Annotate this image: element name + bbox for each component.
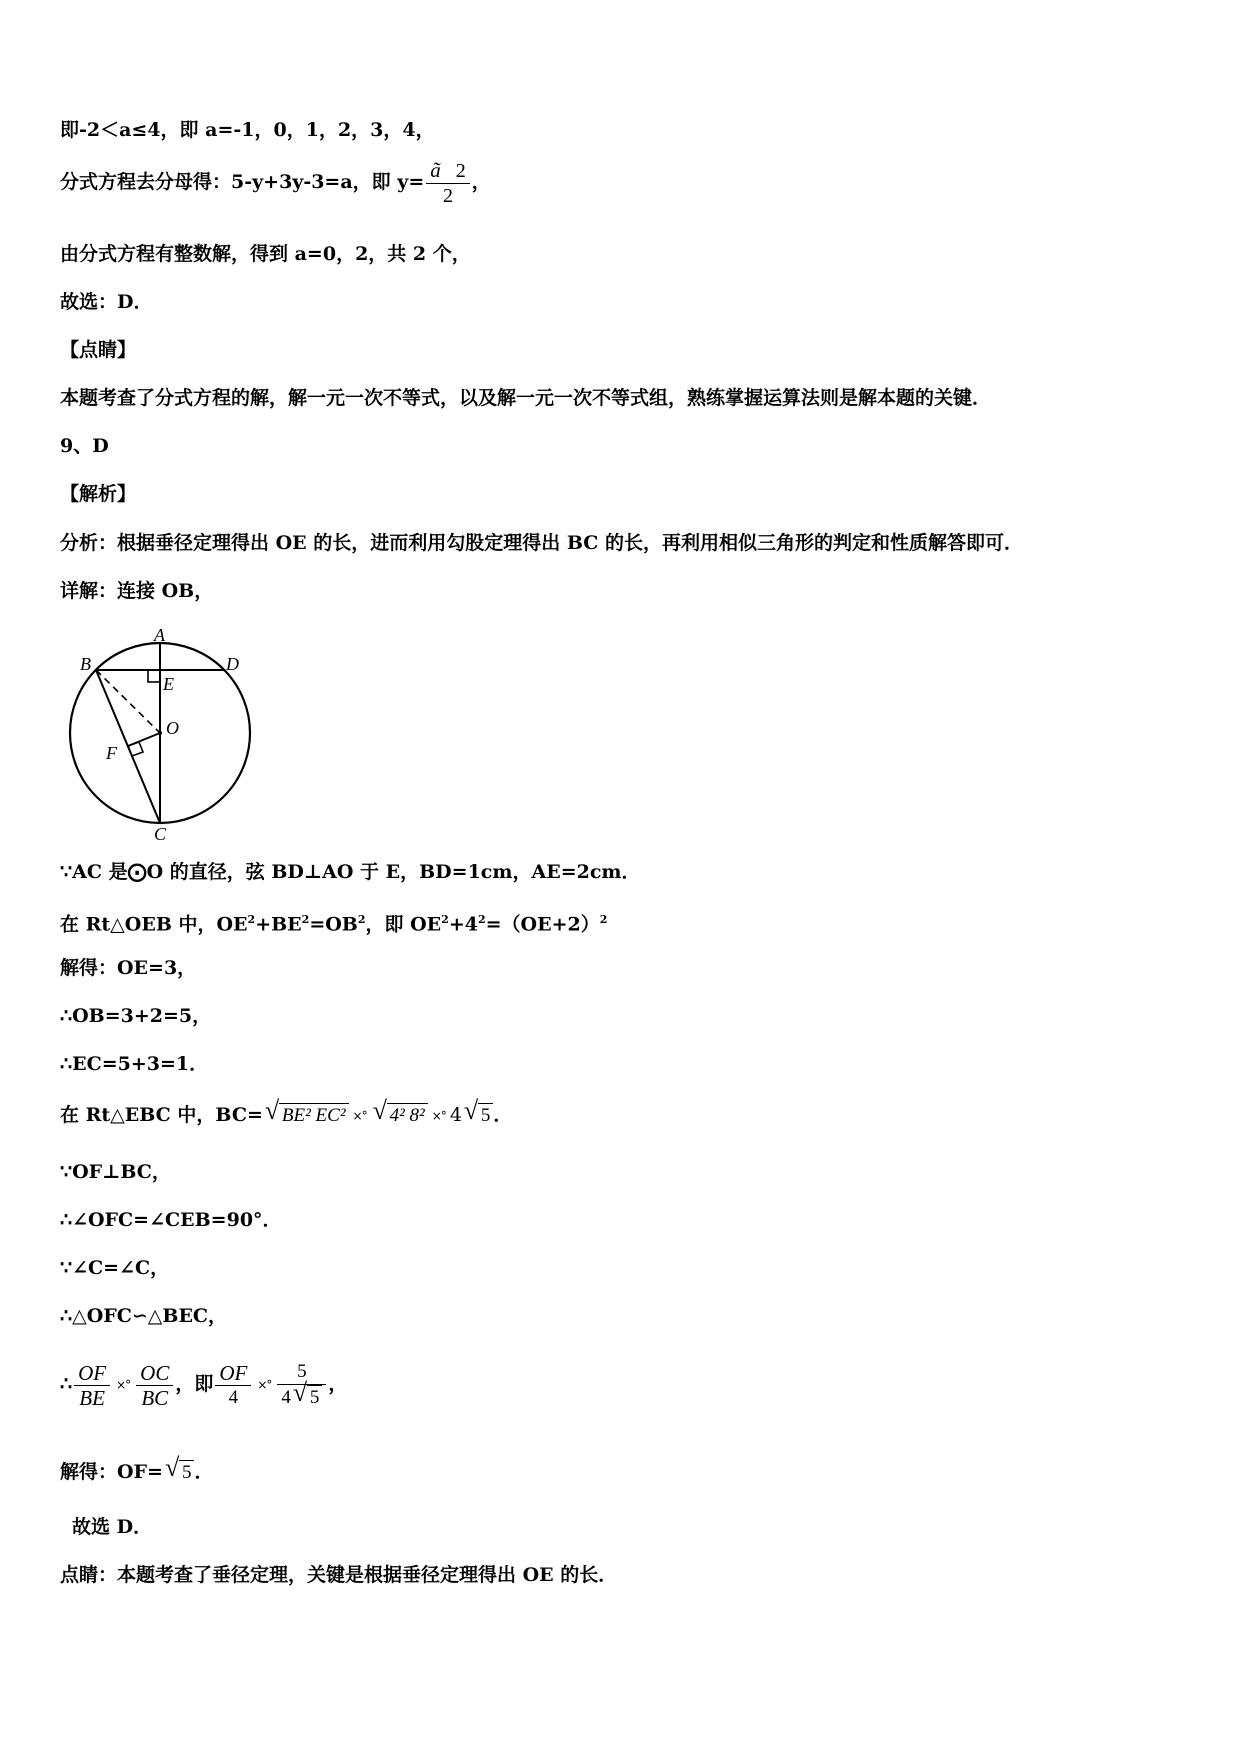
text: ， bbox=[328, 1373, 348, 1395]
fraction-denominator: BC bbox=[141, 1385, 169, 1410]
fraction-denominator: 4 bbox=[228, 1386, 239, 1408]
text: =（OE+2） bbox=[485, 913, 600, 936]
superscript: 2 bbox=[599, 913, 608, 926]
superscript: 2 bbox=[357, 913, 366, 926]
label-A: A bbox=[154, 628, 165, 645]
superscript: 2 bbox=[301, 913, 310, 926]
text: ∴ bbox=[60, 1373, 73, 1395]
text-line: 解得：OE=3， bbox=[60, 957, 197, 979]
equation-line bbox=[60, 158, 491, 208]
text: 解得：OF= bbox=[60, 1461, 163, 1483]
section-heading: 【点睛】 bbox=[60, 339, 137, 361]
text: 分式方程去分母得：5-y+3y-3=a，即 y= bbox=[60, 171, 425, 193]
text: =OB bbox=[309, 913, 358, 936]
label-B: B bbox=[80, 654, 91, 674]
label-E: E bbox=[163, 674, 174, 694]
equation-line bbox=[60, 908, 607, 936]
text-line: 即-2＜a≤4，即 a=-1，0，1，2，3，4， bbox=[60, 119, 435, 141]
label-C: C bbox=[154, 824, 167, 844]
answer-line: 9、D bbox=[60, 435, 109, 457]
equals-glyph: ×° bbox=[257, 1378, 272, 1392]
text-line: ∵OF⊥BC， bbox=[60, 1161, 171, 1183]
fraction-numerator: 5 bbox=[277, 1360, 326, 1385]
text-line: ∵AC 是⨀O 的直径，弦 BD⊥AO 于 E，BD=1cm，AE=2cm． bbox=[60, 861, 641, 883]
fraction-denominator: BE bbox=[79, 1385, 105, 1410]
radicand: BE² EC² bbox=[279, 1103, 349, 1128]
square-root bbox=[164, 1453, 195, 1485]
square-root bbox=[292, 1378, 323, 1410]
label-F: F bbox=[106, 743, 117, 763]
fraction bbox=[136, 1361, 173, 1410]
radical-sign: √ bbox=[292, 1378, 308, 1407]
section-heading: 【解析】 bbox=[60, 483, 137, 505]
label-D: D bbox=[226, 654, 239, 674]
text-line: ∴∠OFC=∠CEB=90°． bbox=[60, 1209, 282, 1231]
text: 在 Rt△EBC 中，BC= bbox=[60, 1104, 263, 1126]
fraction-denominator: 2 bbox=[443, 185, 453, 207]
text-line: ∵∠C=∠C， bbox=[60, 1257, 170, 1279]
label-O: O bbox=[166, 718, 179, 738]
coefficient: 4 bbox=[281, 1387, 291, 1408]
superscript: 2 bbox=[477, 913, 486, 926]
radicand: 5 bbox=[478, 1103, 494, 1128]
text-line: 由分式方程有整数解，得到 a=0，2，共 2 个， bbox=[60, 243, 471, 265]
text-line: 点睛：本题考查了垂径定理，关键是根据垂径定理得出 OE 的长． bbox=[60, 1564, 618, 1586]
circle-geometry-figure bbox=[64, 628, 264, 848]
coefficient: 4 bbox=[449, 1104, 462, 1126]
fraction bbox=[277, 1360, 326, 1410]
equals-glyph: ×° bbox=[431, 1109, 446, 1123]
radical-sign: √ bbox=[264, 1096, 280, 1125]
text: +4 bbox=[448, 913, 478, 936]
text: ． bbox=[194, 1461, 214, 1483]
text-line: ∴EC=5+3=1． bbox=[60, 1053, 209, 1075]
square-root bbox=[372, 1096, 428, 1128]
text: 在 Rt△OEB 中，OE bbox=[60, 913, 248, 936]
fraction-numerator: OC bbox=[136, 1361, 173, 1386]
equation-line bbox=[60, 1453, 214, 1485]
radical-sign: √ bbox=[463, 1096, 479, 1125]
superscript: 2 bbox=[441, 913, 449, 926]
text-line: 分析：根据垂径定理得出 OE 的长，进而利用勾股定理得出 BC 的长，再利用相似三角形的判定和性质解答即可． bbox=[60, 532, 1024, 554]
num: 2 bbox=[455, 160, 466, 182]
text: ，即 OE bbox=[365, 913, 442, 936]
radicand: 5 bbox=[179, 1460, 195, 1485]
radicand: 4² 8² bbox=[387, 1103, 428, 1128]
equation-line bbox=[60, 1096, 513, 1128]
right-angle-marker-E bbox=[148, 670, 160, 682]
text-line: 故选：D． bbox=[60, 291, 153, 313]
equation-line bbox=[60, 1360, 347, 1410]
square-root bbox=[463, 1096, 494, 1128]
text-line: 详解：连接 OB， bbox=[60, 580, 214, 602]
text-line: ∴△OFC∽△BEC， bbox=[60, 1305, 228, 1327]
text-line: 故选 D． bbox=[72, 1516, 153, 1538]
square-root bbox=[264, 1096, 349, 1128]
segment-OB-dashed bbox=[96, 670, 160, 733]
fraction bbox=[74, 1361, 110, 1410]
equals-glyph: ×° bbox=[116, 1378, 131, 1392]
fraction bbox=[426, 158, 470, 208]
fraction-numerator: OF bbox=[215, 1361, 251, 1386]
fraction-numerator: OF bbox=[74, 1361, 110, 1386]
equals-glyph: ×° bbox=[352, 1109, 367, 1123]
fraction-numerator bbox=[426, 158, 470, 184]
radical-sign: √ bbox=[372, 1096, 387, 1125]
text-line: ∴OB=3+2=5， bbox=[60, 1005, 212, 1027]
superscript: 2 bbox=[247, 913, 256, 926]
fraction bbox=[215, 1361, 251, 1410]
text-line: 本题考查了分式方程的解，解一元一次不等式，以及解一元一次不等式组，熟练掌握运算法则是解本题的关键． bbox=[60, 387, 992, 409]
text: ， bbox=[471, 171, 491, 193]
radical-sign: √ bbox=[164, 1453, 180, 1482]
center-point-O bbox=[158, 731, 162, 735]
text: ，即 bbox=[175, 1373, 214, 1395]
var-a: ã bbox=[430, 158, 441, 182]
text: ． bbox=[493, 1104, 513, 1126]
text: +BE bbox=[255, 913, 302, 936]
radicand: 5 bbox=[307, 1385, 323, 1410]
fraction-denominator bbox=[277, 1378, 326, 1410]
